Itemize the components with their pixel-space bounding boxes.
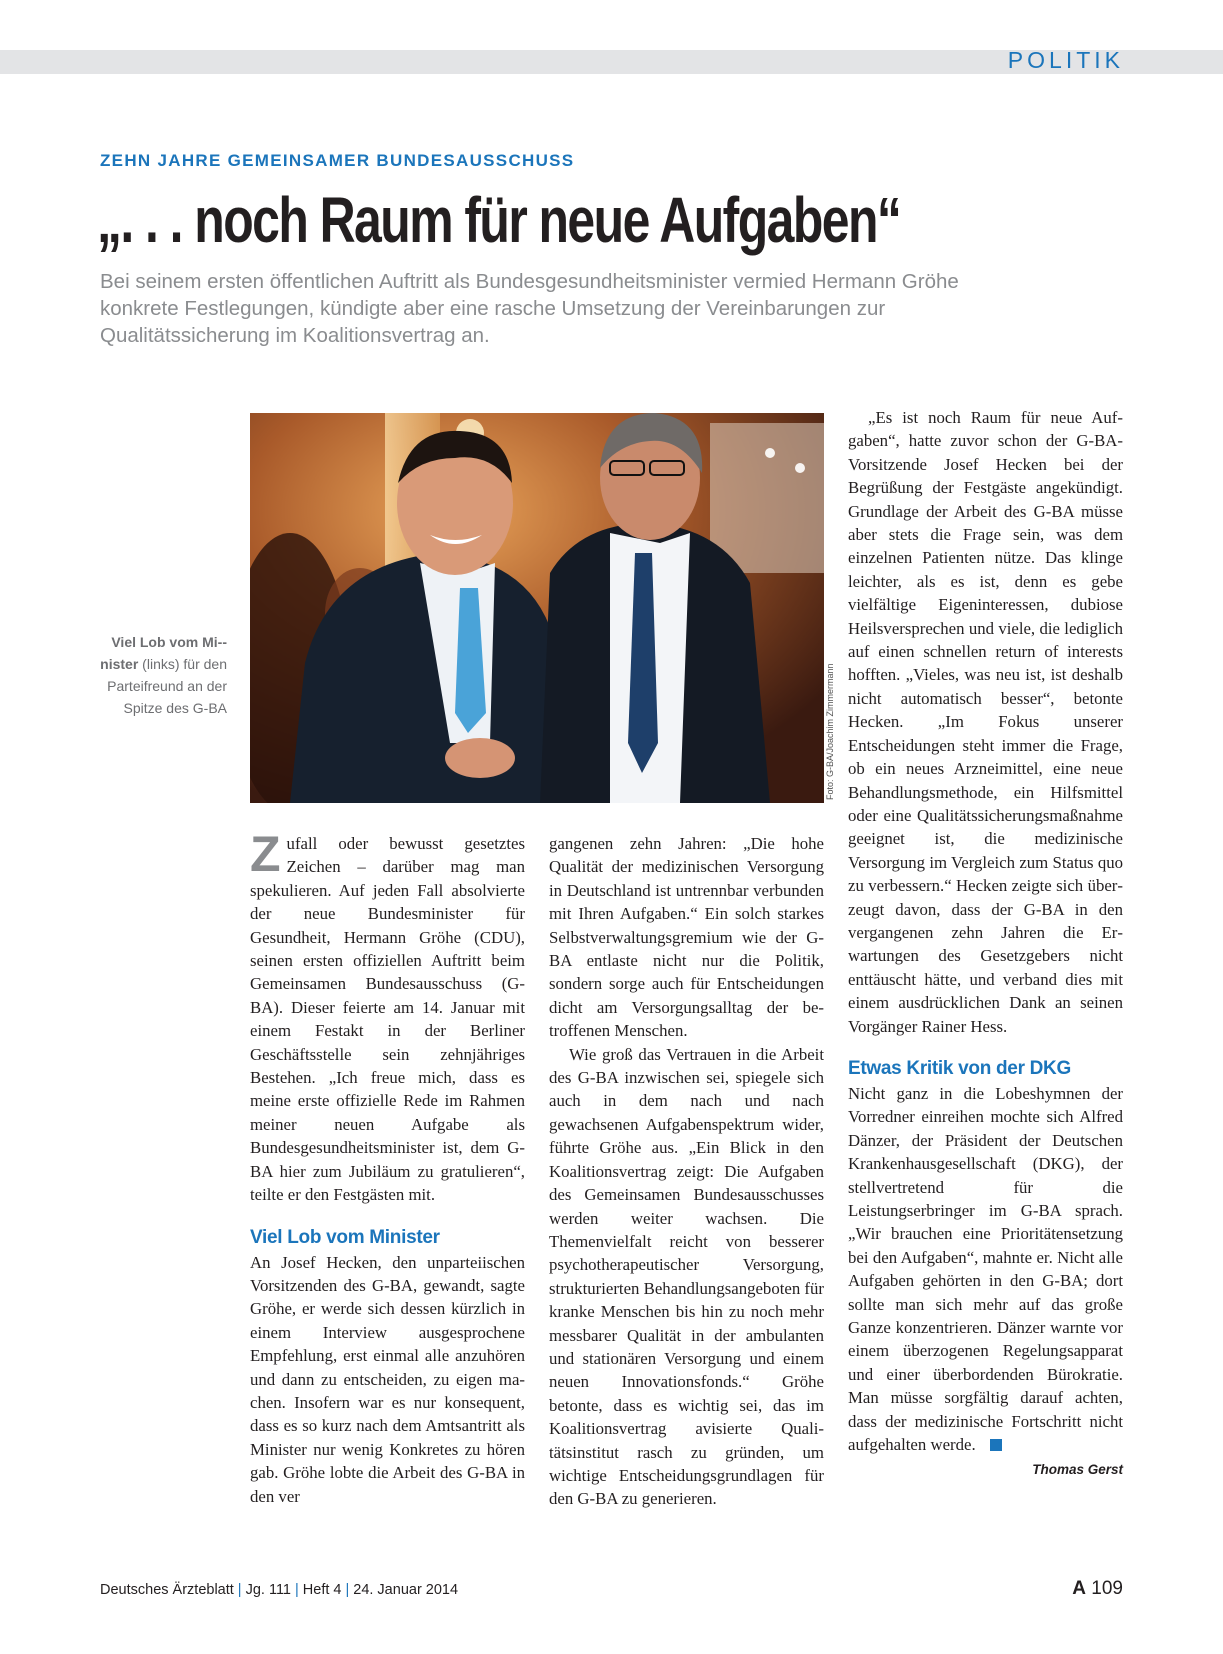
volume: Jg. 111 (245, 1582, 291, 1598)
footer-separator: | (237, 1582, 242, 1598)
article-photo (250, 413, 824, 803)
col2-paragraph-2: Wie groß das Vertrauen in die Arbeit des G-BA inzwischen sei, spiegele sich auch in dem nach und nach gewachsenen Aufgabenspektrum wider, führte Gröhe aus. „Ein Blick in den Koalitionsvertrag zeigt: Die Aufgaben des Gemeinsamen Bundesausschusses werden weiter wachsen. Die Themenvielfalt reicht von besserer psychotherapeutischer Versorgung, strukturierten Behandlungsangeboten für kranke Menschen bis hin zu noch mehr messbarer Qualität in der ambulanten und stationären Versorgung und einem neuen Innovationsfonds.“ Gröhe betonte, dass es wichtig sei, das im Koalitionsvertrag avisierte Qualitätsinstitut rasch zu gründen, um wichtige Entscheidungsgrundlagen für den G-BA zu generieren. (549, 1044, 824, 1509)
issue-date: 24. Januar 2014 (353, 1582, 459, 1598)
caption-text: (links) für den Parteifreund an der Spitze des G-BA (107, 656, 227, 716)
subheading-viel-lob: Viel Lob vom Minister (250, 1226, 440, 1248)
col3-paragraph-1: „Es ist noch Raum für neue Aufgaben“, hatte zuvor schon der G-BA-Vorsitzende Josef Hecken bei der Begrüßung der Festgäste angekündigt. Grundlage der Arbeit des G-BA müsse aber stets die Frage sein, was dem einzelnen Patienten nütze. Das klinge leichter, als es ist, denn es gebe vielfältige Eigeninteressen, dubiose Heilsversprechen und viele, die lediglich auf einen schnellen return of interests hofften. „Vieles, was neu ist, ist deshalb nicht automatisch besser“, betonte Hecken. „Im Fokus unserer Entscheidungen steht immer die Frage, ob ein neues Arzneimittel, eine neue Behandlungsmethode, ein Hilfsmittel oder eine Qualitätssicherungsmaßnahme geeignet ist, die medizinische Versorgung im Vergleich zum Status quo zu verbessern.“ Hecken zeigte sich überzeugt davon, dass der G-BA in den vergangenen zehn Jahren die Erwartungen des Gesetzgebers nicht enttäuscht hätte, und verband dies mit einem ausdrücklichen Dank an seinen Vorgänger Rainer Hess. (848, 408, 1123, 1036)
col1-paragraph-2: An Josef Hecken, den unparteiischen Vorsitzenden des G-BA, gewandt, sagte Gröhe, er werde sich dessen kürzlich in einem Interview ausgesprochene Empfehlung, erst einmal alle anzuhören und dann zu entscheiden, zu eigen machen. Insofern war es nur konsequent, dass es so kurz nach dem Amtsantritt als Minister nur wenig Konkretes zu hören gab. Gröhe lobte die Arbeit des G-BA in den ver (250, 1252, 525, 1506)
photo-credit: Foto: G-BA/Joachim Zimmermann (825, 663, 835, 800)
page-prefix: A (1072, 1578, 1087, 1599)
col3-paragraph-2-text: Nicht ganz in die Lobeshymnen der Vorredner einreihen mochte sich Alfred Dänzer, der Präsident der Deutschen Krankenhausgesellschaft (DKG), der stellvertretend für die Leistungserbringer im G-BA sprach. „Wir brauchen eine Prioritätensetzung bei den Aufgaben“, mahnte er. Nicht alle Aufgaben gehörten in den G-BA; dort sollte man sich mehr auf das große Ganze konzentrieren. Dänzer warnte vor einem überzogenen Regelungsapparat und einer überbordenden Bürokratie. Man müsse sorgfältig darauf achten, dass der medizinische Fortschritt nicht aufgehalten werde. (848, 1083, 1123, 1455)
section-label: POLITIK (1007, 47, 1124, 73)
photo-illustration (250, 413, 824, 803)
page-footer (100, 1582, 458, 1598)
article-column-2 (549, 832, 824, 1511)
end-mark-square-icon (990, 1439, 1002, 1451)
page-number-value: 109 (1091, 1578, 1123, 1599)
article-kicker: ZEHN JAHRE GEMEINSAMER BUNDESAUSSCHUSS (100, 151, 575, 170)
col3-paragraph-2 (848, 1082, 1123, 1457)
col1-paragraph-1-text: ufall oder bewusst gesetztes Zeichen – darüber mag man spekulieren. Auf jeden Fall absolvierte der neue Bundesminister für Gesundheit, Hermann Gröhe (CDU), seinen ersten offiziellen Auftritt beim Gemeinsamen Bundesausschuss (G-BA). Dieser feierte am 14. Januar mit einem Festakt in der Berliner Geschäftsstelle sein zehnjähriges Bestehen. „Ich freue mich, dass es meine erste offizielle Rede im Rahmen meiner neuen Aufgabe als Bundesgesundheitsminister ist, dem G-BA hier zum Jubiläum zu gratulieren“, teilte er den Festgästen mit. (250, 834, 525, 1205)
photo-caption (90, 631, 227, 719)
author-name: Thomas Gerst (1032, 1462, 1123, 1478)
footer-separator: | (345, 1582, 350, 1598)
page-number (1072, 1578, 1123, 1600)
subheading-kritik: Etwas Kritik von der DKG (848, 1057, 1071, 1079)
article-headline: „. . . noch Raum für neue Aufgaben“ (97, 184, 901, 256)
col1-paragraph-1 (250, 826, 525, 1207)
article-column-3 (848, 406, 1123, 1482)
article-column-1 (250, 826, 525, 1508)
article-lead: Bei seinem ersten öffentlichen Auftritt als Bundesgesundheitsminister vermied Hermann Gröhe konkrete Festlegungen, kündigte aber eine rasche Umsetzung der Vereinbarungen zur Qualitätssicherung im Koalitionsvertrag an. (100, 270, 959, 347)
journal-name: Deutsches Ärzteblatt (100, 1582, 234, 1598)
issue: Heft 4 (302, 1582, 342, 1598)
drop-cap: Z (250, 826, 281, 882)
footer-separator: | (295, 1582, 299, 1598)
col2-paragraph-1: gangenen zehn Jahren: „Die hohe Qualität der medizinischen Versorgung in Deutschland ist untrennbar verbunden mit Ihren Aufgaben.“ Ein solch starkes Selbstverwaltungsgremium wie der G-BA entlaste nicht nur die Politik, sondern sorge auch für Entscheidungen dicht am Versorgungsalltag der betroffenen Menschen. (549, 834, 824, 1041)
caption-bold: Viel Lob vom Mi-nister (100, 634, 227, 672)
